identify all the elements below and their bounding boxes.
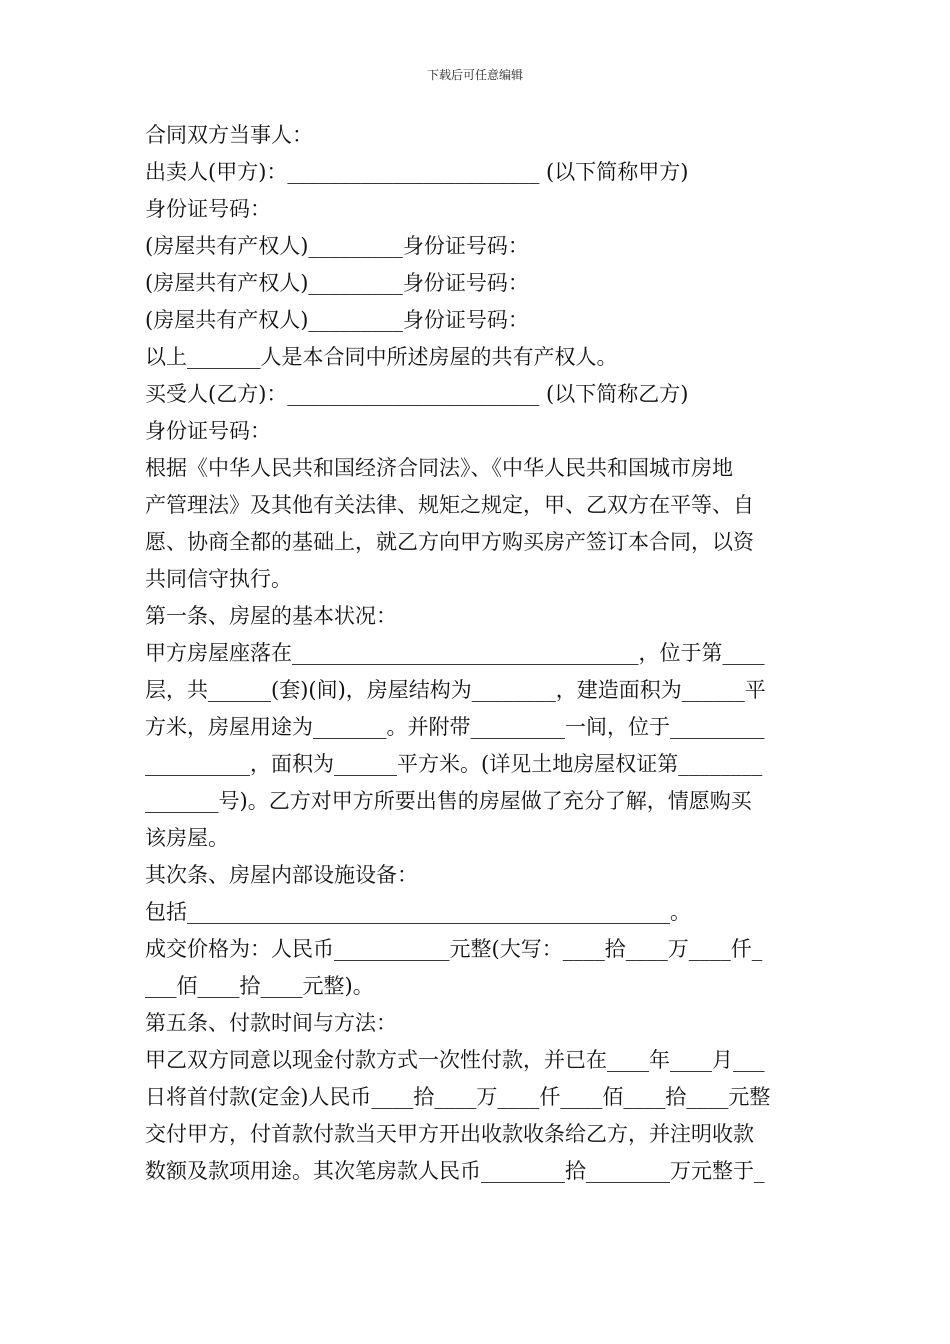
contract-line: 其次条、房屋内部设施设备： [145,863,418,887]
contract-line: 成交价格为：人民币___________元整(大写：____拾____万____仟_ [145,937,763,961]
contract-line: 合同双方当事人： [145,123,313,147]
contract-line: (房屋共有产权人)_________身份证号码： [145,271,529,295]
contract-line: 方米，房屋用途为_______。并附带_________一间，位于_________ [145,715,765,739]
page-header-note: 下载后可任意编辑 [426,68,523,82]
contract-line: 第五条、付款时间与方法： [145,1011,397,1035]
contract-line: 交付甲方，付首款付款当天甲方开出收款收条给乙方，并注明收款 [145,1122,754,1146]
contract-line: 身份证号码： [145,197,271,221]
contract-line: 甲方房屋座落在_________________________________，位于第____ [145,641,765,665]
contract-line: 买受人(乙方)：________________________ (以下简称乙方) [145,382,689,406]
contract-line: 包括______________________________________________。 [145,900,691,924]
contract-line: 数额及款项用途。其次笔房款人民币________拾________万元整于_ [145,1159,765,1183]
contract-line: 该房屋。 [145,826,229,850]
contract-line: 以上_______人是本合同中所述房屋的共有产权人。 [145,345,618,369]
contract-line: 身份证号码： [145,419,271,443]
contract-line: ___佰____拾____元整)。 [145,974,374,998]
contract-line: 层，共______(套)(间)，房屋结构为________，建造面积为______平 [145,678,766,702]
contract-line: 产管理法》及其他有关法律、规矩之规定，甲、乙双方在平等、自 [145,493,754,517]
contract-line: (房屋共有产权人)_________身份证号码： [145,308,529,332]
contract-line: 愿、协商全都的基础上，就乙方向甲方购买房产签订本合同，以资 [145,530,754,554]
contract-line: 根据《中华人民共和国经济合同法》、《中华人民共和国城市房地 [145,456,733,480]
contract-line: (房屋共有产权人)_________身份证号码： [145,234,529,258]
contract-body [145,117,807,1190]
contract-line: 甲乙双方同意以现金付款方式一次性付款，并已在____年____月___ [145,1048,765,1072]
contract-line: _______号)。乙方对甲方所要出售的房屋做了充分了解，情愿购买 [145,789,752,813]
contract-line: __________，面积为______平方米。(详见土地房屋权证第________ [145,752,763,776]
contract-line: 共同信守执行。 [145,567,292,591]
contract-line: 出卖人(甲方)：________________________ (以下简称甲方) [145,160,689,184]
contract-line: 日将首付款(定金)人民币____拾____万____仟____佰____拾____元整 [145,1085,771,1109]
contract-line: 第一条、房屋的基本状况： [145,604,397,628]
